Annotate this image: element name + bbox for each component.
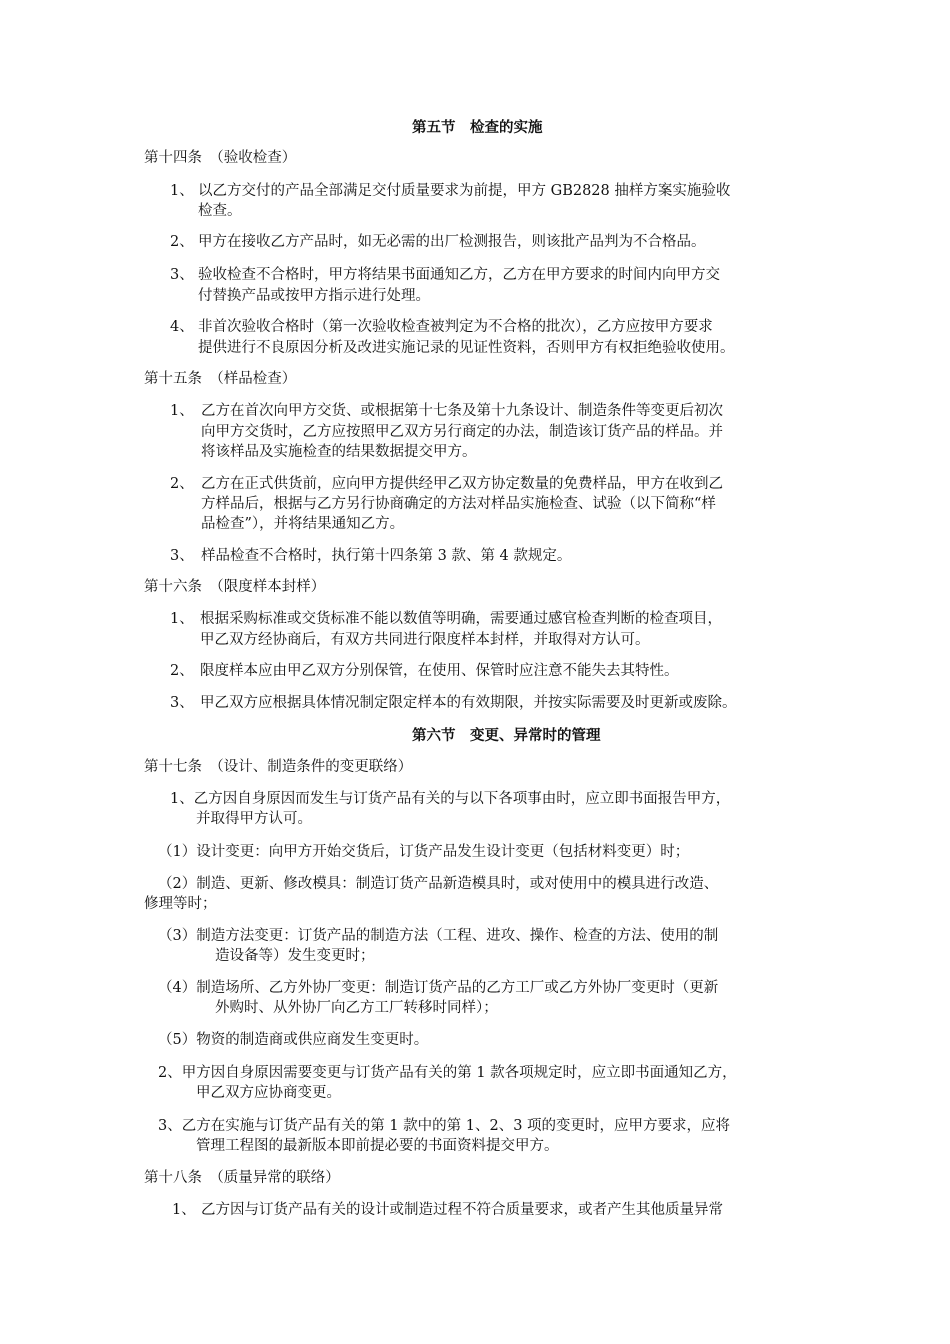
sub-item-line: （5）物资的制造商或供应商发生变更时。 <box>158 1032 429 1048</box>
item-number: 1、 <box>170 183 194 199</box>
item-text: 甲乙双方经协商后，有双方共同进行限度样本封样，并取得对方认可。 <box>200 632 650 648</box>
item-text: 甲乙双方应根据具体情况制定限定样本的有效期限，并按实际需要及时更新或废除。 <box>200 695 737 711</box>
sub-item-line: （2）制造、更新、修改模具：制造订货产品新造模具时，或对使用中的模具进行改造、 <box>158 876 719 892</box>
paragraph-line: 2、甲方因自身原因需要变更与订货产品有关的第 1 款各项规定时，应立即书面通知乙方， <box>158 1065 737 1081</box>
item-text: 乙方在首次向甲方交货、或根据第十七条及第十九条设计、制造条件等变更后初次 <box>201 403 723 419</box>
article-heading: 第十八条 （质量异常的联络） <box>144 1170 340 1186</box>
article-heading: 第十六条 （限度样本封样） <box>144 579 326 595</box>
paragraph-line: 并取得甲方认可。 <box>196 811 312 827</box>
item-text: 验收检查不合格时，甲方将结果书面通知乙方，乙方在甲方要求的时间内向甲方交 <box>198 267 720 283</box>
item-text: 乙方因与订货产品有关的设计或制造过程不符合质量要求，或者产生其他质量异常 <box>201 1202 723 1218</box>
item-text: 根据采购标准或交货标准不能以数值等明确，需要通过感官检查判断的检查项目， <box>200 611 722 627</box>
item-number: 3、 <box>170 267 194 283</box>
paragraph-line: 1、乙方因自身原因而发生与订货产品有关的与以下各项事由时，应立即书面报告甲方， <box>170 791 731 807</box>
sub-item-line: （3）制造方法变更：订货产品的制造方法（工程、进攻、操作、检查的方法、使用的制 <box>158 928 719 944</box>
paragraph-line: 3、乙方在实施与订货产品有关的第 1 款中的第 1、2、3 项的变更时，应甲方要求，应将 <box>158 1118 731 1134</box>
paragraph-line: 甲乙双方应协商变更。 <box>196 1085 341 1101</box>
section-title: 第五节 检查的实施 <box>412 119 543 136</box>
item-text: 付替换产品或按甲方指示进行处理。 <box>198 288 430 304</box>
sub-item-line: 外购时、从外协厂向乙方工厂转移时同样）； <box>215 1000 498 1016</box>
item-number: 2、 <box>170 476 194 492</box>
item-number: 1、 <box>170 403 194 419</box>
item-number: 3、 <box>170 548 194 564</box>
sub-item-line: （4）制造场所、乙方外协厂变更：制造订货产品的乙方工厂或乙方外协厂变更时（更新 <box>158 980 719 996</box>
item-text: 乙方在正式供货前，应向甲方提供经甲乙双方协定数量的免费样品，甲方在收到乙 <box>201 476 723 492</box>
article-heading: 第十五条 （样品检查） <box>144 371 297 387</box>
item-text: 向甲方交货时，乙方应按照甲乙双方另行商定的办法，制造该订货产品的样品。并 <box>201 424 723 440</box>
item-text: 检查。 <box>198 203 242 219</box>
item-text: 非首次验收合格时（第一次验收检查被判定为不合格的批次），乙方应按甲方要求 <box>198 319 713 335</box>
sub-item-line: 造设备等）发生变更时； <box>215 948 375 964</box>
item-number: 3、 <box>170 695 194 711</box>
item-text: 以乙方交付的产品全部满足交付质量要求为前提，甲方 GB2828 抽样方案实施验收 <box>198 183 731 199</box>
item-text: 方样品后，根据与乙方另行协商确定的方法对样品实施检查、试验（以下简称“样 <box>201 496 716 512</box>
item-text: 提供进行不良原因分析及改进实施记录的见证性资料，否则甲方有权拒绝验收使用。 <box>198 340 735 356</box>
sub-item-line: （1）设计变更：向甲方开始交货后，订货产品发生设计变更（包括材料变更）时； <box>158 844 690 860</box>
sub-item-line: 修理等时； <box>144 896 217 912</box>
item-text: 甲方在接收乙方产品时，如无必需的出厂检测报告，则该批产品判为不合格品。 <box>198 234 706 250</box>
item-text: 将该样品及实施检查的结果数据提交甲方。 <box>201 444 477 460</box>
article-heading: 第十四条 （验收检查） <box>144 150 297 166</box>
item-number: 1、 <box>172 1202 196 1218</box>
article-heading: 第十七条 （设计、制造条件的变更联络） <box>144 759 413 775</box>
item-number: 4、 <box>170 319 194 335</box>
item-text: 限度样本应由甲乙双方分别保管，在使用、保管时应注意不能失去其特性。 <box>200 663 679 679</box>
item-number: 1、 <box>170 611 194 627</box>
paragraph-line: 管理工程图的最新版本即前提必要的书面资料提交甲方。 <box>196 1138 559 1154</box>
item-number: 2、 <box>170 234 194 250</box>
section-title: 第六节 变更、异常时的管理 <box>412 727 601 744</box>
item-text: 样品检查不合格时，执行第十四条第 3 款、第 4 款规定。 <box>201 548 572 564</box>
item-number: 2、 <box>170 663 194 679</box>
item-text: 品检查”），并将结果通知乙方。 <box>201 516 405 532</box>
